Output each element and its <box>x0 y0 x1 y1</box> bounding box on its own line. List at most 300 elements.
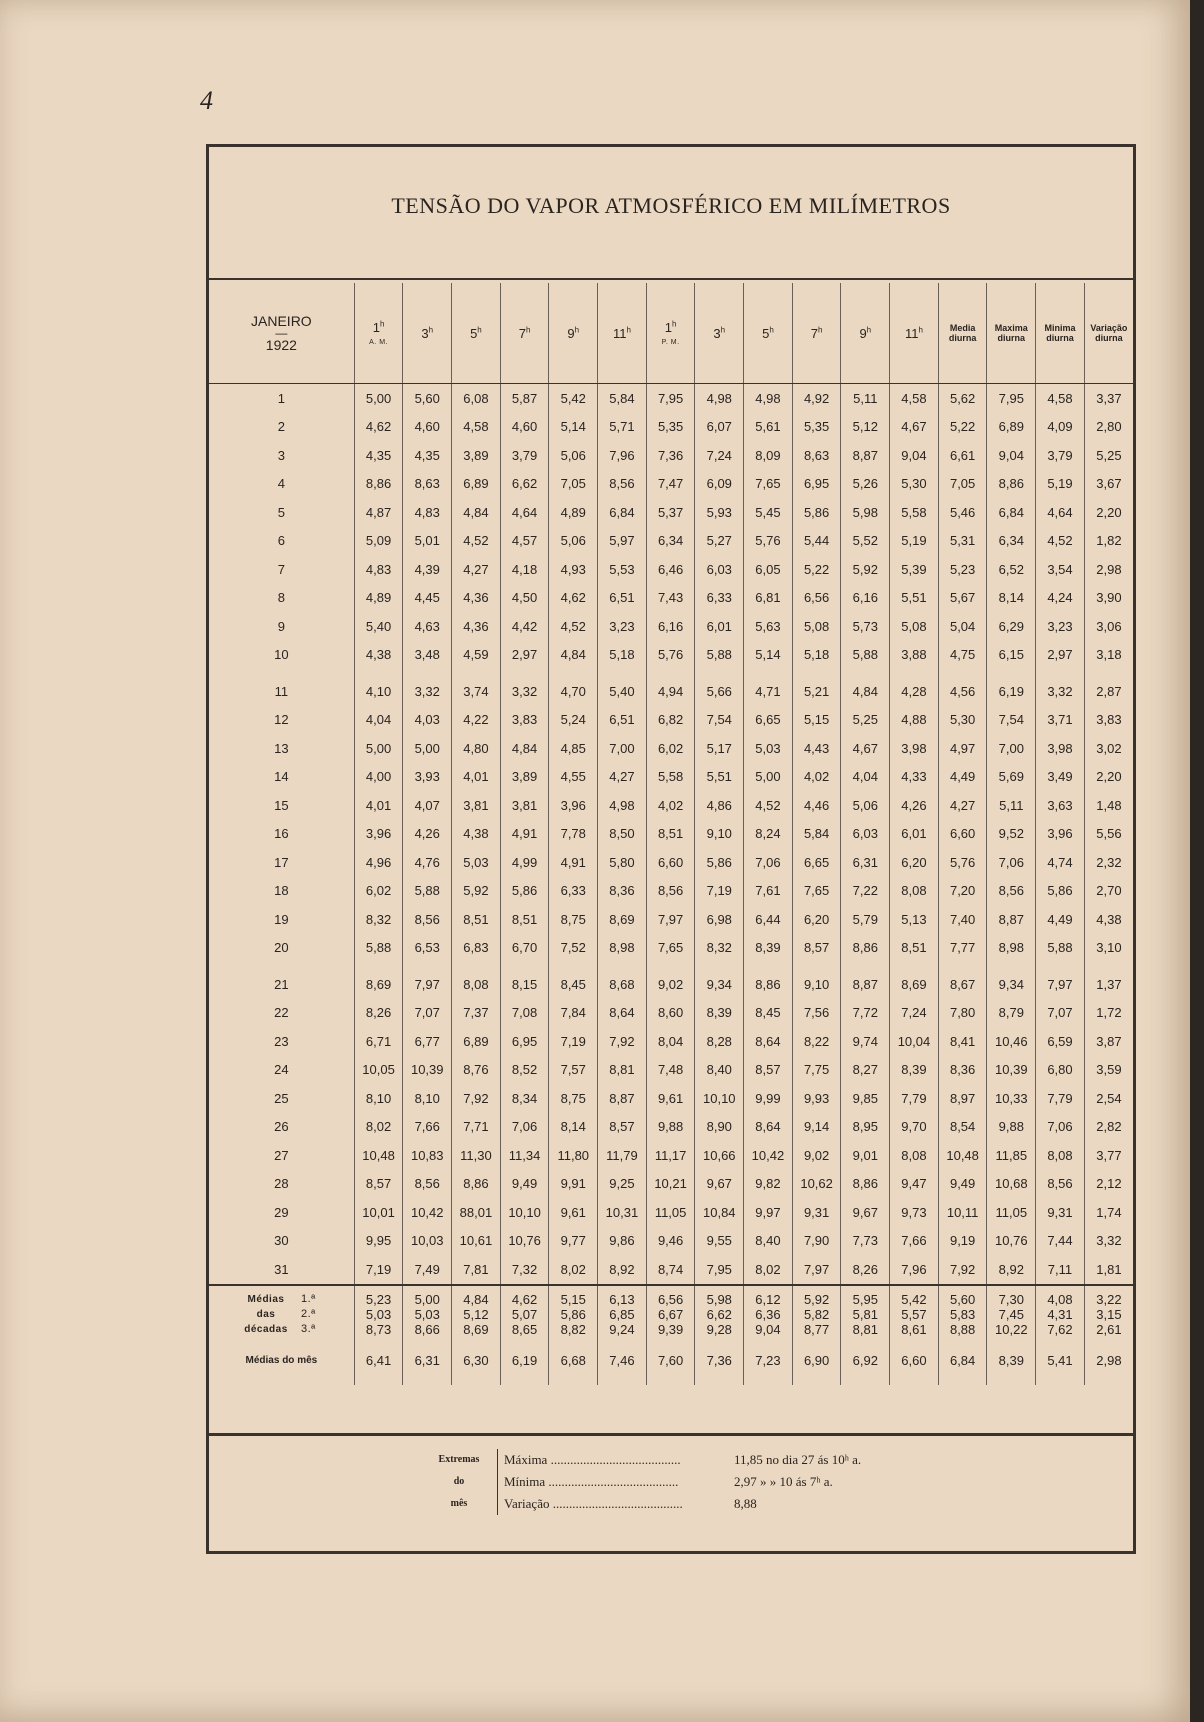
table-cell: 4,26 <box>403 820 452 849</box>
table-cell: 4,49 <box>938 763 987 792</box>
hour-header <box>792 283 841 384</box>
table-cell: 5,84 <box>598 384 647 413</box>
table-cell: 7,19 <box>549 1027 598 1056</box>
table-cell: 5,84 <box>792 820 841 849</box>
table-cell: 6,36 <box>744 1307 793 1322</box>
extremes-label <box>429 1449 489 1515</box>
table-row <box>209 791 1133 820</box>
table-cell: 8,86 <box>987 470 1036 499</box>
table-cell: 4,64 <box>1036 498 1085 527</box>
table-cell: 5,88 <box>1036 934 1085 963</box>
table-cell: 7,49 <box>403 1255 452 1285</box>
table-row <box>209 1170 1133 1199</box>
table-cell: 2,32 <box>1084 848 1133 877</box>
table-cell: 9,10 <box>792 970 841 999</box>
table-cell: 4,58 <box>452 413 501 442</box>
gap-cell <box>209 962 354 970</box>
table-cell: 10,66 <box>695 1141 744 1170</box>
table-row <box>209 641 1133 670</box>
extreme-name: Mínima ........................................ <box>504 1474 679 1489</box>
day-label: 27 <box>274 1147 289 1163</box>
table-cell: 8,61 <box>890 1322 939 1337</box>
table-cell: 8,69 <box>598 905 647 934</box>
table-row <box>209 1084 1133 1113</box>
table-cell: 10,39 <box>403 1056 452 1085</box>
table-cell: 6,20 <box>792 905 841 934</box>
day-label: 21 <box>274 976 289 992</box>
table-cell: 6,13 <box>598 1292 647 1307</box>
table-cell: 3,18 <box>1084 641 1133 670</box>
day-label: 5 <box>277 504 285 520</box>
table-cell: 4,39 <box>403 555 452 584</box>
table-cell: 8,87 <box>598 1084 647 1113</box>
table-cell: 5,14 <box>549 413 598 442</box>
month-header <box>209 283 354 384</box>
table-cell: 8,57 <box>792 934 841 963</box>
vapor-table <box>209 283 1133 1385</box>
table-cell: 8,56 <box>987 877 1036 906</box>
gap-cell <box>646 669 695 677</box>
table-cell: 10,46 <box>987 1027 1036 1056</box>
table-cell: 5,37 <box>646 498 695 527</box>
table-cell: 11,05 <box>646 1198 695 1227</box>
decade-avg-row <box>209 1307 1133 1322</box>
table-cell: 6,85 <box>598 1307 647 1322</box>
table-cell: 6,77 <box>403 1027 452 1056</box>
table-cell: 7,66 <box>890 1227 939 1256</box>
table-cell: 6,51 <box>598 706 647 735</box>
gap-cell <box>403 962 452 970</box>
table-cell: 8,39 <box>695 999 744 1028</box>
table-cell: 9,86 <box>598 1227 647 1256</box>
table-cell: 4,67 <box>841 734 890 763</box>
table-cell: 4,96 <box>354 848 403 877</box>
day-label: 17 <box>274 854 289 870</box>
table-cell: 8,08 <box>890 877 939 906</box>
table-cell: 5,86 <box>500 877 549 906</box>
table-cell: 8,81 <box>598 1056 647 1085</box>
table-cell: 3,23 <box>1036 612 1085 641</box>
table-row <box>209 706 1133 735</box>
table-cell: 8,73 <box>354 1322 403 1337</box>
table-cell: 9,34 <box>695 970 744 999</box>
table-cell: 7,20 <box>938 877 987 906</box>
table-cell: 8,08 <box>1036 1141 1085 1170</box>
table-cell: 9,93 <box>792 1084 841 1113</box>
table-row <box>209 934 1133 963</box>
table-cell: 6,01 <box>695 612 744 641</box>
table-cell: 6,62 <box>500 470 549 499</box>
table-cell: 4,52 <box>744 791 793 820</box>
table-cell: 4,36 <box>452 584 501 613</box>
table-cell: 8,27 <box>841 1056 890 1085</box>
table-cell: 8,87 <box>841 970 890 999</box>
table-cell: 11,34 <box>500 1141 549 1170</box>
media-diurna-header <box>938 283 987 384</box>
table-cell: 5,67 <box>938 584 987 613</box>
table-cell: 9,70 <box>890 1113 939 1142</box>
table-cell: 9,61 <box>646 1084 695 1113</box>
table-cell: 4,89 <box>549 498 598 527</box>
table-cell: 6,31 <box>841 848 890 877</box>
table-cell: 7,73 <box>841 1227 890 1256</box>
day-label: 15 <box>274 797 289 813</box>
table-cell: 5,42 <box>549 384 598 413</box>
table-cell: 9,67 <box>695 1170 744 1199</box>
day-label: 20 <box>274 940 289 956</box>
table-cell: 6,31 <box>403 1337 452 1385</box>
averages-separator <box>209 1285 1133 1292</box>
day-label: 23 <box>274 1033 289 1049</box>
table-cell: 8,69 <box>890 970 939 999</box>
table-cell: 9,88 <box>987 1113 1036 1142</box>
table-cell: 8,14 <box>549 1113 598 1142</box>
gap-cell <box>500 669 549 677</box>
table-cell: 5,30 <box>938 706 987 735</box>
table-cell: 6,15 <box>987 641 1036 670</box>
table-cell: 4,38 <box>452 820 501 849</box>
table-cell: 6,71 <box>354 1027 403 1056</box>
table-row <box>209 527 1133 556</box>
gap-cell <box>744 669 793 677</box>
table-cell: 6,95 <box>792 470 841 499</box>
table-cell: 8,51 <box>500 905 549 934</box>
table-cell: 2,20 <box>1084 498 1133 527</box>
table-cell: 5,15 <box>549 1292 598 1307</box>
table-cell: 4,98 <box>695 384 744 413</box>
table-cell: 5,86 <box>549 1307 598 1322</box>
table-cell: 9,74 <box>841 1027 890 1056</box>
table-cell: 4,98 <box>744 384 793 413</box>
table-cell: 7,40 <box>938 905 987 934</box>
table-cell: 5,23 <box>938 555 987 584</box>
table-cell: 5,76 <box>938 848 987 877</box>
table-row <box>209 1056 1133 1085</box>
table-cell: 6,53 <box>403 934 452 963</box>
table-cell: 6,34 <box>646 527 695 556</box>
table-cell: 8,97 <box>938 1084 987 1113</box>
table-cell: 8,45 <box>549 970 598 999</box>
table-cell: 8,39 <box>744 934 793 963</box>
table-row <box>209 384 1133 413</box>
table-cell: 7,23 <box>744 1337 793 1385</box>
table-cell: 8,57 <box>744 1056 793 1085</box>
table-cell: 7,97 <box>403 970 452 999</box>
table-cell: 5,13 <box>890 905 939 934</box>
table-cell: 7,95 <box>646 384 695 413</box>
gap-cell <box>354 669 403 677</box>
table-cell: 5,25 <box>1084 441 1133 470</box>
hour-header <box>403 283 452 384</box>
table-cell: 6,30 <box>452 1337 501 1385</box>
table-cell: 8,34 <box>500 1084 549 1113</box>
gap-cell <box>354 962 403 970</box>
table-cell: 7,24 <box>695 441 744 470</box>
hour-label: 1$^h$ <box>664 319 677 336</box>
table-cell: 5,86 <box>1036 877 1085 906</box>
table-cell: 10,42 <box>744 1141 793 1170</box>
table-cell: 8,51 <box>890 934 939 963</box>
table-row <box>209 413 1133 442</box>
table-row <box>209 734 1133 763</box>
table-cell: 8,02 <box>744 1255 793 1285</box>
day-label: 10 <box>274 647 289 663</box>
table-cell: 10,01 <box>354 1198 403 1227</box>
gap-cell <box>598 669 647 677</box>
table-cell: 3,98 <box>1036 734 1085 763</box>
table-cell: 8,54 <box>938 1113 987 1142</box>
table-cell: 8,50 <box>598 820 647 849</box>
table-cell: 5,63 <box>744 612 793 641</box>
table-cell: 5,19 <box>890 527 939 556</box>
table-cell: 4,57 <box>500 527 549 556</box>
table-cell: 5,80 <box>598 848 647 877</box>
table-cell: 4,85 <box>549 734 598 763</box>
hour-header <box>646 283 695 384</box>
maxima-diurna-header <box>987 283 1036 384</box>
table-cell: 4,83 <box>354 555 403 584</box>
table-cell: 3,23 <box>598 612 647 641</box>
table-cell: 7,37 <box>452 999 501 1028</box>
table-cell: 9,25 <box>598 1170 647 1199</box>
hour-header <box>500 283 549 384</box>
table-cell: 5,95 <box>841 1292 890 1307</box>
table-cell: 7,60 <box>646 1337 695 1385</box>
decade-avg-title: das <box>256 1308 276 1320</box>
table-cell: 7,71 <box>452 1113 501 1142</box>
table-cell: 7,06 <box>744 848 793 877</box>
table-cell: 8,86 <box>841 934 890 963</box>
summary-header-label: Media diurna <box>948 323 977 343</box>
table-cell: 5,22 <box>938 413 987 442</box>
table-cell: 88,01 <box>452 1198 501 1227</box>
table-cell: 5,17 <box>695 734 744 763</box>
hour-label: 9$^h$ <box>567 325 580 341</box>
table-cell: 5,18 <box>792 641 841 670</box>
table-cell: 6,19 <box>500 1337 549 1385</box>
table-cell: 8,82 <box>549 1322 598 1337</box>
table-cell: 2,97 <box>500 641 549 670</box>
gap-cell <box>1084 962 1133 970</box>
summary-header-label: Minima diurna <box>1044 323 1076 343</box>
table-cell: 8,75 <box>549 1084 598 1113</box>
table-cell: 5,21 <box>792 677 841 706</box>
table-cell: 9,82 <box>744 1170 793 1199</box>
table-row <box>209 820 1133 849</box>
table-cell: 4,93 <box>549 555 598 584</box>
table-cell: 7,57 <box>549 1056 598 1085</box>
table-cell: 3,96 <box>549 791 598 820</box>
table-cell: 6,34 <box>987 527 1036 556</box>
table-cell: 9,95 <box>354 1227 403 1256</box>
gap-cell <box>1036 962 1085 970</box>
gap-cell <box>598 962 647 970</box>
table-cell: 4,59 <box>452 641 501 670</box>
table-cell: 5,51 <box>890 584 939 613</box>
extremes-label-line: mês <box>450 1498 468 1509</box>
table-cell: 8,56 <box>403 1170 452 1199</box>
table-cell: 8,09 <box>744 441 793 470</box>
table-cell: 6,16 <box>841 584 890 613</box>
table-cell: 4,24 <box>1036 584 1085 613</box>
table-cell: 8,67 <box>938 970 987 999</box>
table-cell: 5,24 <box>549 706 598 735</box>
extreme-value: 2,97 » » 10 ás 7ʰ a. <box>734 1474 833 1489</box>
table-cell: 7,97 <box>792 1255 841 1285</box>
table-cell: 5,40 <box>598 677 647 706</box>
table-cell: 4,02 <box>646 791 695 820</box>
gap-cell <box>890 1285 939 1292</box>
table-cell: 7,77 <box>938 934 987 963</box>
table-cell: 8,56 <box>1036 1170 1085 1199</box>
extreme-row <box>504 1449 924 1471</box>
table-cell: 5,60 <box>403 384 452 413</box>
table-cell: 10,61 <box>452 1227 501 1256</box>
table-cell: 3,98 <box>890 734 939 763</box>
table-row <box>209 1227 1133 1256</box>
table-cell: 4,58 <box>890 384 939 413</box>
table-cell: 6,83 <box>452 934 501 963</box>
table-cell: 5,18 <box>598 641 647 670</box>
table-cell: 4,74 <box>1036 848 1085 877</box>
table-cell: 8,10 <box>403 1084 452 1113</box>
table-cell: 6,16 <box>646 612 695 641</box>
table-cell: 8,28 <box>695 1027 744 1056</box>
day-label: 6 <box>277 533 285 549</box>
gap-cell <box>646 1285 695 1292</box>
day-label: 9 <box>277 618 285 634</box>
table-cell: 8,65 <box>500 1322 549 1337</box>
table-cell: 5,11 <box>987 791 1036 820</box>
table-cell: 8,51 <box>646 820 695 849</box>
table-cell: 7,36 <box>695 1337 744 1385</box>
gap-cell <box>987 962 1036 970</box>
day-label: 4 <box>277 476 285 492</box>
table-cell: 3,81 <box>452 791 501 820</box>
day-label: 26 <box>274 1119 289 1135</box>
day-label: 31 <box>274 1261 289 1277</box>
table-cell: 4,84 <box>452 1292 501 1307</box>
gap-cell <box>987 669 1036 677</box>
table-cell: 6,59 <box>1036 1027 1085 1056</box>
table-cell: 4,88 <box>890 706 939 735</box>
table-cell: 3,48 <box>403 641 452 670</box>
table-cell: 9,88 <box>646 1113 695 1142</box>
day-label: 29 <box>274 1204 289 1220</box>
gap-cell <box>938 669 987 677</box>
table-cell: 9,01 <box>841 1141 890 1170</box>
table-cell: 10,68 <box>987 1170 1036 1199</box>
table-cell: 3,89 <box>500 763 549 792</box>
table-cell: 9,02 <box>792 1141 841 1170</box>
table-cell: 5,71 <box>598 413 647 442</box>
table-cell: 6,03 <box>695 555 744 584</box>
table-cell: 11,30 <box>452 1141 501 1170</box>
table-cell: 8,57 <box>598 1113 647 1142</box>
table-cell: 4,22 <box>452 706 501 735</box>
table-cell: 10,10 <box>500 1198 549 1227</box>
table-cell: 5,44 <box>792 527 841 556</box>
table-cell: 10,31 <box>598 1198 647 1227</box>
decade-avg-row <box>209 1322 1133 1337</box>
table-cell: 3,79 <box>500 441 549 470</box>
table-cell: 7,80 <box>938 999 987 1028</box>
table-cell: 7,36 <box>646 441 695 470</box>
table-cell: 7,65 <box>744 470 793 499</box>
table-cell: 9,67 <box>841 1198 890 1227</box>
gap-cell <box>890 669 939 677</box>
table-cell: 5,06 <box>841 791 890 820</box>
table-cell: 4,36 <box>452 612 501 641</box>
table-cell: 3,32 <box>403 677 452 706</box>
hour-header <box>890 283 939 384</box>
hour-header <box>452 283 501 384</box>
table-cell: 8,81 <box>841 1322 890 1337</box>
hour-label: 9$^h$ <box>859 325 872 341</box>
table-cell: 5,73 <box>841 612 890 641</box>
table-cell: 3,96 <box>1036 820 1085 849</box>
table-cell: 5,92 <box>841 555 890 584</box>
table-cell: 8,08 <box>452 970 501 999</box>
table-cell: 7,19 <box>354 1255 403 1285</box>
gap-cell <box>695 1285 744 1292</box>
table-cell: 5,35 <box>792 413 841 442</box>
variacao-diurna-header <box>1084 283 1133 384</box>
table-cell: 8,56 <box>598 470 647 499</box>
gap-cell <box>646 962 695 970</box>
table-cell: 10,84 <box>695 1198 744 1227</box>
year-label: 1922 <box>265 337 297 353</box>
table-cell: 8,66 <box>403 1322 452 1337</box>
table-cell: 4,45 <box>403 584 452 613</box>
table-cell: 9,31 <box>792 1198 841 1227</box>
table-cell: 5,30 <box>890 470 939 499</box>
table-cell: 4,76 <box>403 848 452 877</box>
table-cell: 9,46 <box>646 1227 695 1256</box>
decade-avg-title: Médias <box>247 1293 285 1305</box>
table-cell: 5,11 <box>841 384 890 413</box>
table-cell: 8,86 <box>744 970 793 999</box>
table-cell: 9,91 <box>549 1170 598 1199</box>
table-cell: 5,27 <box>695 527 744 556</box>
day-label: 11 <box>274 683 289 699</box>
table-cell: 4,01 <box>354 791 403 820</box>
table-cell: 2,97 <box>1036 641 1085 670</box>
extreme-name: Variação ........................................ <box>504 1496 683 1511</box>
gap-cell <box>598 1285 647 1292</box>
table-cell: 2,82 <box>1084 1113 1133 1142</box>
table-cell: 7,61 <box>744 877 793 906</box>
table-cell: 4,04 <box>841 763 890 792</box>
table-cell: 4,01 <box>452 763 501 792</box>
table-cell: 7,24 <box>890 999 939 1028</box>
table-cell: 9,85 <box>841 1084 890 1113</box>
table-cell: 7,81 <box>452 1255 501 1285</box>
table-cell: 3,77 <box>1084 1141 1133 1170</box>
table-cell: 8,60 <box>646 999 695 1028</box>
table-cell: 3,96 <box>354 820 403 849</box>
table-cell: 7,90 <box>792 1227 841 1256</box>
table-cell: 4,03 <box>403 706 452 735</box>
table-cell: 8,57 <box>354 1170 403 1199</box>
summary-header-label: Variação diurna <box>1090 323 1128 343</box>
table-cell: 10,48 <box>938 1141 987 1170</box>
table-cell: 5,86 <box>695 848 744 877</box>
table-cell: 9,34 <box>987 970 1036 999</box>
hour-label: 3$^h$ <box>713 325 726 341</box>
table-cell: 9,99 <box>744 1084 793 1113</box>
table-row <box>209 677 1133 706</box>
